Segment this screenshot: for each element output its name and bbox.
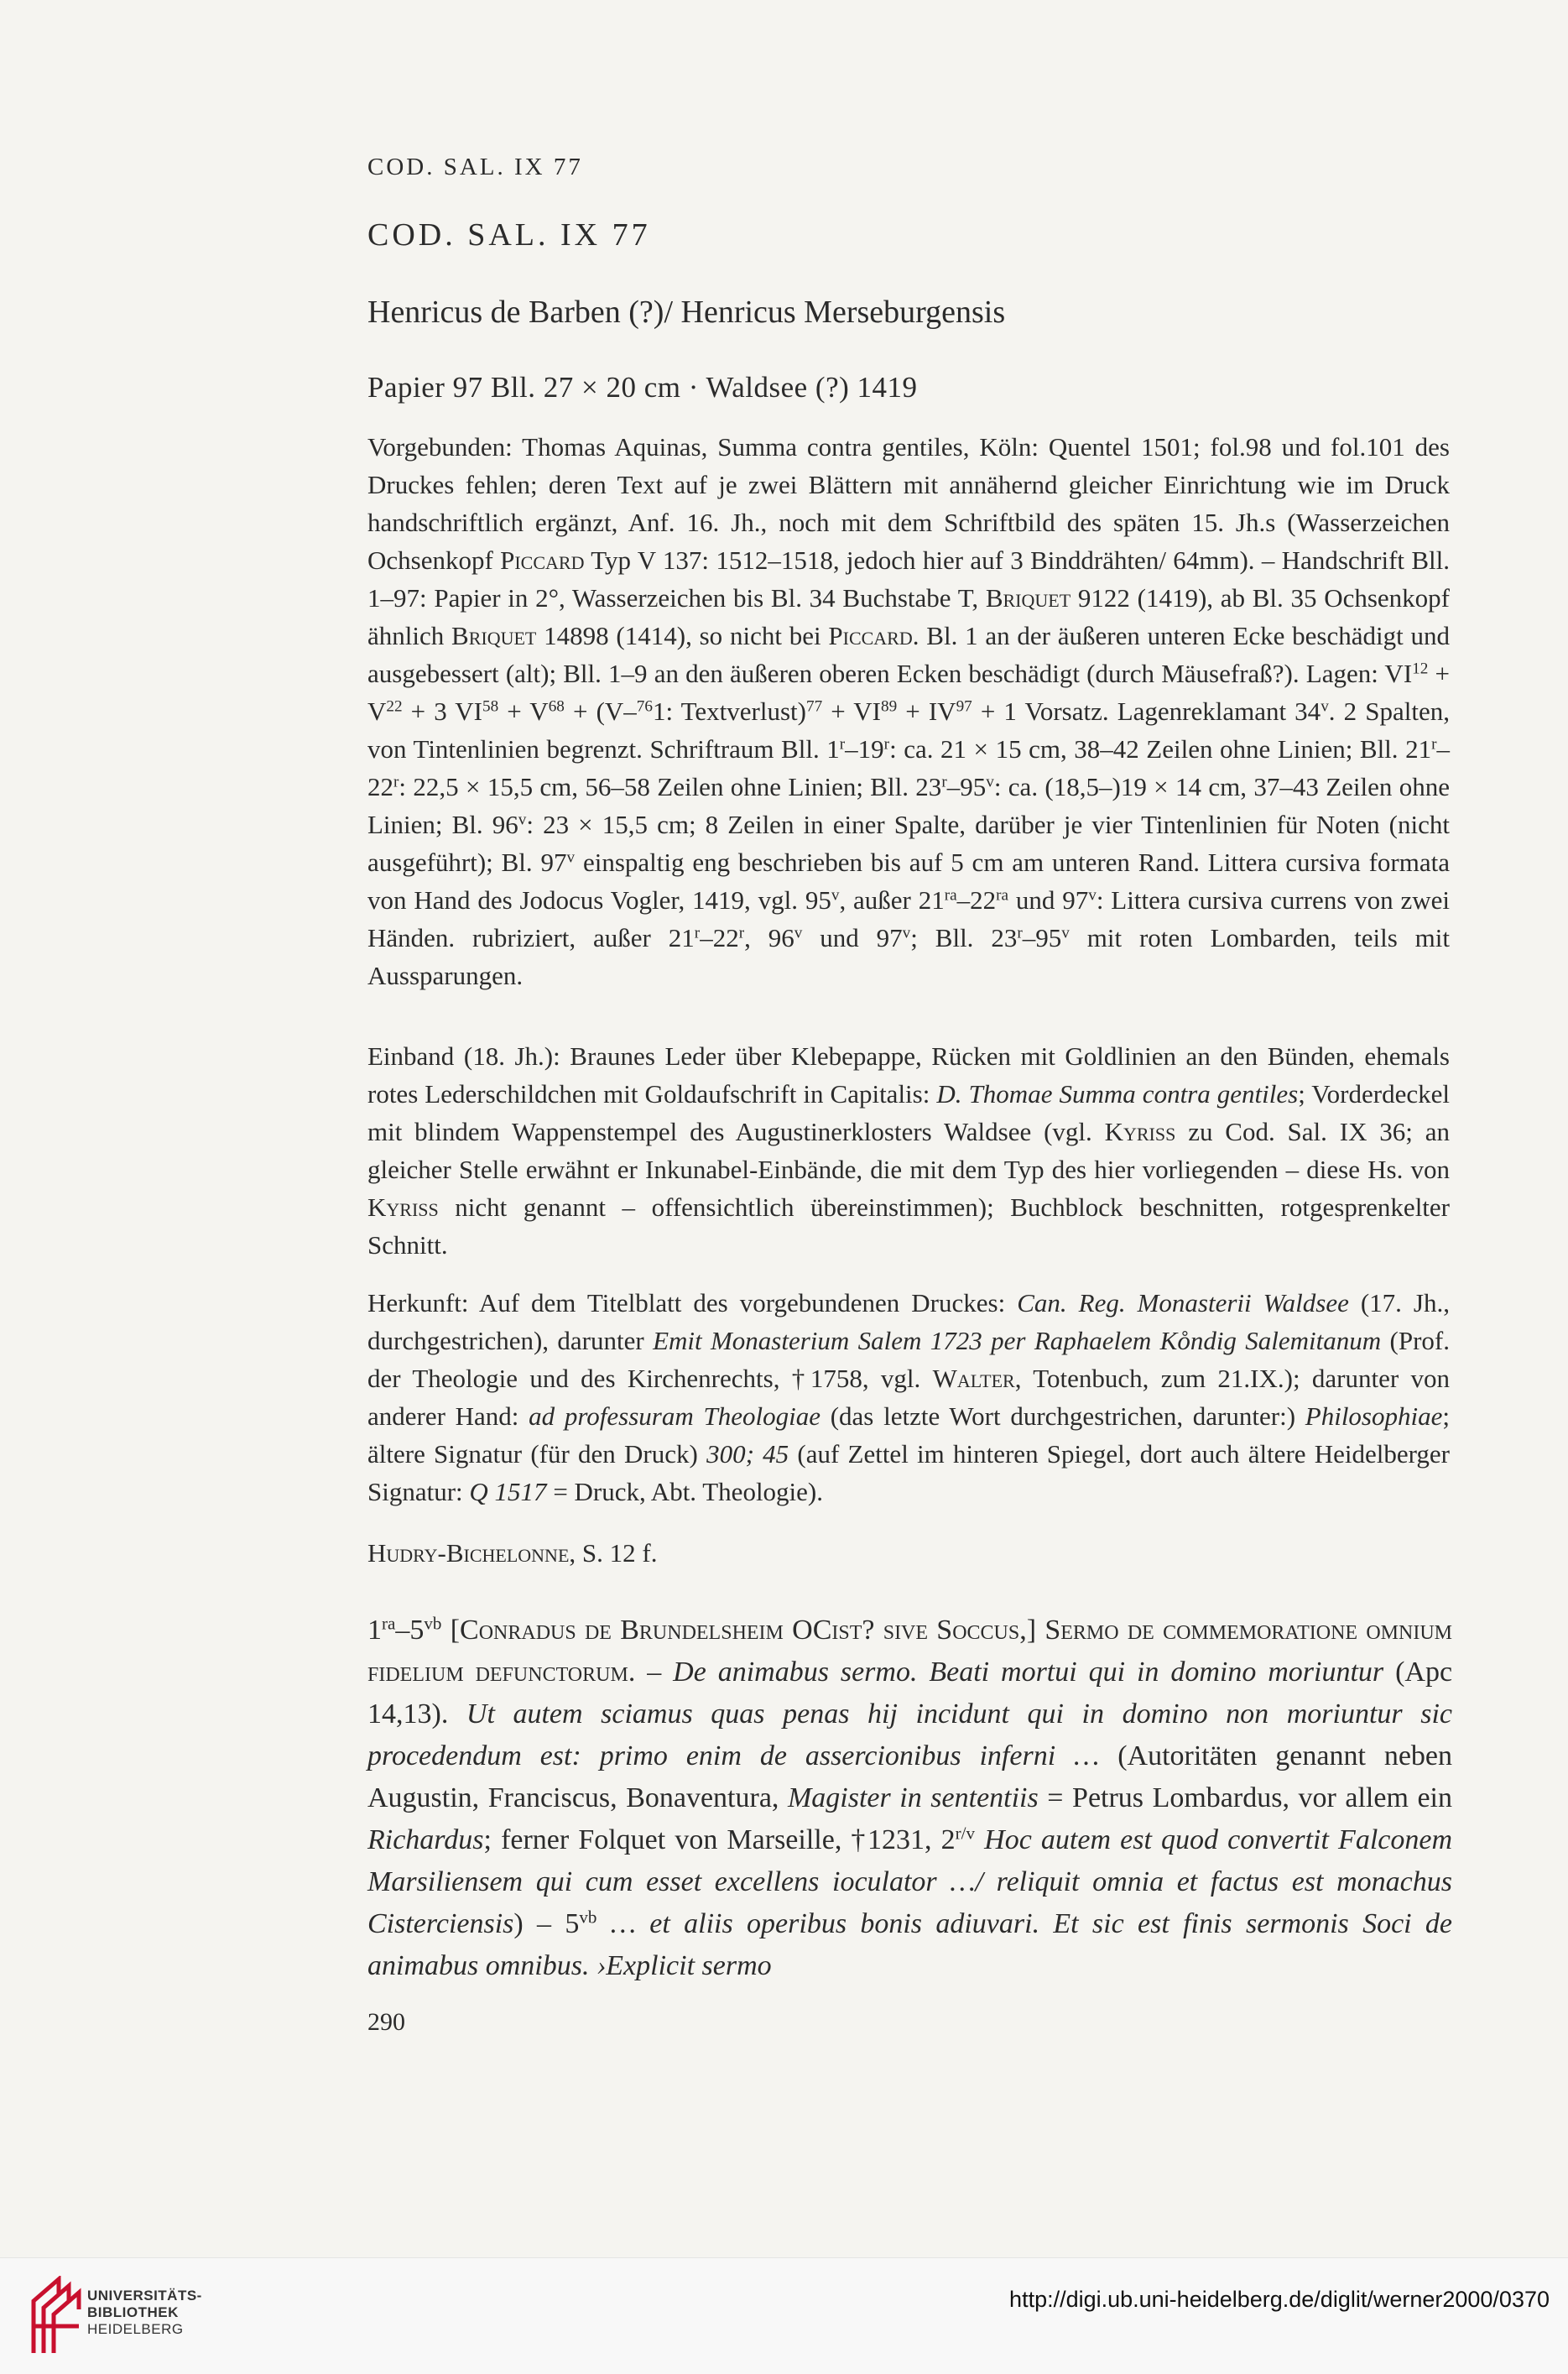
library-name-line: HEIDELBERG [87, 2321, 184, 2337]
running-head: COD. SAL. IX 77 [367, 154, 583, 180]
footer-bar [0, 2257, 1568, 2374]
content-entry: $1^{ra}-5^{vb}$ [Conradus de Brundelsheim OCist? sive Soccus,] Sermo de commemoratione omnium fidelium defunctorum. – De animabus sermo. Beati mortui qui in domino moriuntur (Apc 14,13). Ut autem sciamus quas penas hij incidunt qui in domino non moriuntur sic procedendum est: primo enim de assercionibus inferni … (Autoritäten genannt neben Augustin, Franciscus, Bonaventura, Magister in sententiis = Petrus Lombardus, vor allem ein Richardus; ferner Folquet von Marseille, †1231, $2^{r/v}$ Hoc autem est quod convertit Falconem Marsiliensem qui cum esset excellens ioculator …/ reliquit omnia et factus est monachus Cisterciensis) – $5^{vb}$ … et aliis operibus bonis adiuvari. Et sic est finis sermonis Soci de animabus omnibus. ›Explicit sermo [367, 1613, 1453, 1981]
permalink-url[interactable]: http://digi.ub.uni-heidelberg.de/diglit/werner2000/0370 [1009, 2287, 1550, 2312]
literature-reference: Hudry-Bichelonne, S. 12 f. [367, 1538, 658, 1568]
physical-description: Papier 97 Bll. 27 × 20 cm · Waldsee (?) 1419 [367, 371, 918, 404]
library-name-line: UNIVERSITÄTS- [87, 2288, 202, 2304]
page-number: 290 [367, 2008, 405, 2036]
codicological-description: Vorgebunden: Thomas Aquinas, Summa contra gentiles, Köln: Quentel 1501; fol.98 und fol.101 des Druckes fehlen; deren Text auf je zwei Blättern mit annähernd gleicher Einrichtung wie im Druck handschriftlich ergänzt, Anf. 16. Jh., noch mit dem Schriftbild des späten 15. Jh.s (Wasserzeichen Ochsenkopf Piccard Typ V 137: 1512–1518, jedoch hier auf 3 Binddrähten/ 64mm). – Handschrift Bll. 1–97: Papier in 2°, Wasserzeichen bis Bl. 34 Buchstabe T, Briquet 9122 (1419), ab Bl. 35 Ochsenkopf ähnlich Briquet 14898 (1414), so nicht bei Piccard. Bl. 1 an der äußeren unteren Ecke beschädigt und ausgebessert (alt); Bll. 1–9 an den äußeren oberen Ecken beschädigt (durch Mäusefraß?). Lagen: $VI^{12} + V^{22} + 3$ $VI^{58} + V^{68} + (V-^{76}1$: Textverlust)$^{77}$ + $VI^{89} + IV^{97} + 1$ Vorsatz. Lagenreklamant 34$^v$. 2 Spalten, von Tintenlinien begrenzt. Schriftraum Bll. 1$^r$–19$^r$: ca. 21 × 15 cm, 38–42 Zeilen ohne Linien; Bll. 21$^r$–22$^r$: 22,5 × 15,5 cm, 56–58 Zeilen ohne Linien; Bll. 23$^r$–95$^v$: ca. (18,5–)19 × 14 cm, 37–43 Zeilen ohne Linien; Bl. 96$^v$: 23 × 15,5 cm; 8 Zeilen in einer Spalte, darüber je vier Tintenlinien für Noten (nicht ausgeführt); Bl. 97$^v$ einspaltig eng beschrieben bis auf 5 cm am unteren Rand. Littera cursiva formata von Hand des Jodocus Vogler, 1419, vgl. 95$^v$, außer $21^{ra}-22^{ra}$ und 97$^v$: Littera cursiva currens von zwei Händen. rubriziert, außer 21$^r$–22$^r$, 96$^v$ und 97$^v$; Bll. 23$^r$–95$^v$ mit roten Lombarden, teils mit Aussparungen. [367, 432, 1451, 990]
ub-heidelberg-logo-icon [25, 2276, 84, 2356]
library-name-line: BIBLIOTHEK [87, 2304, 179, 2320]
author-heading: Henricus de Barben (?)/ Henricus Merseburgensis [367, 295, 1006, 330]
binding-description: Einband (18. Jh.): Braunes Leder über Klebepappe, Rücken mit Goldlinien an den Bünden, ehemals rotes Lederschildchen mit Goldaufschrift in Capitalis: D. Thomae Summa contra gentiles; Vorderdeckel mit blindem Wappenstempel des Augustinerklosters Waldsee (vgl. Kyriss zu Cod. Sal. IX 36; an gleicher Stelle erwähnt er Inkunabel-Einbände, die mit dem Typ des hier vorliegenden – diese Hs. von Kyriss nicht genannt – offensichtlich übereinstimmen); Buchblock beschnitten, rotgesprenkelter Schnitt. [367, 1041, 1450, 1260]
library-name [87, 2288, 202, 2338]
provenance-description: Herkunft: Auf dem Titelblatt des vorgebundenen Druckes: Can. Reg. Monasterii Waldsee (17. Jh., durchgestrichen), darunter Emit Monasterium Salem 1723 per Raphaelem Ko̊ndig Salemitanum (Prof. der Theologie und des Kirchenrechts, †1758, vgl. Walter, Totenbuch, zum 21.IX.); darunter von anderer Hand: ad professuram Theologiae (das letzte Wort durchgestrichen, darunter:) Philosophiae; ältere Signatur (für den Druck) 300; 45 (auf Zettel im hinteren Spiegel, dort auch ältere Heidelberger Signatur: Q 1517 = Druck, Abt. Theologie). [367, 1288, 1451, 1506]
shelfmark-heading: COD. SAL. IX 77 [367, 217, 651, 253]
